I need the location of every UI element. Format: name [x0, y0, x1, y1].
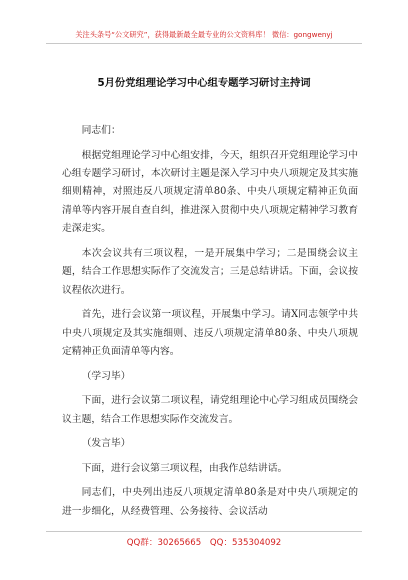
- footer-contact: QQ群：30265665 QQ：535304092: [126, 538, 282, 548]
- body-paragraph: 同志们，中央列出违反八项规定清单80条是对中央八项规定的进一步细化，从经费管理、公务接待、会议活动: [62, 487, 358, 517]
- body-paragraph: （学习毕）: [81, 370, 131, 382]
- header-divider: [46, 43, 362, 44]
- body-paragraph: 下面，进行会议第二项议程，请党组理论中心学习组成员围绕会议主题，结合工作思想实际作交流发言。: [62, 395, 358, 425]
- document-title: 5月份党组理论学习中心组专题学习研讨主持词: [97, 77, 311, 89]
- body-paragraph: 首先，进行会议第一项议程，开展集中学习。请X同志领学中共中央八项规定及其实施细则、违反八项规定清单80条、中央八项规定精神正负面清单等内容。: [62, 309, 358, 358]
- body-paragraph: （发言毕）: [81, 438, 131, 450]
- body-paragraph: 下面，进行会议第三项议程，由我作总结讲话。: [81, 462, 288, 474]
- header-notice: 关注头条号“公文研究”，获得最新最全最专业的公文资料库！ 微信：gongwenyj: [75, 30, 333, 39]
- footer-divider: [46, 531, 362, 532]
- body-paragraph: 同志们：: [81, 125, 121, 136]
- body-paragraph: 根据党组理论学习中心组安排，今天，组织召开党组理论学习中心组专题学习研讨，本次研讨主题是深入学习中央八项规定及其实施细则精神，对照违反八项规定清单80条、中央八项规定精神正负面清单等内容开展自查自纠，推进深入贯彻中央八项规定精神学习教育走深走实。: [62, 149, 358, 235]
- body-paragraph: 本次会议共有三项议程，一是开展集中学习；二是围绕会议主题，结合工作思想实际作了交流发言；三是总结讲话。下面，会议按议程依次进行。: [62, 247, 358, 296]
- document-body: [62, 122, 358, 527]
